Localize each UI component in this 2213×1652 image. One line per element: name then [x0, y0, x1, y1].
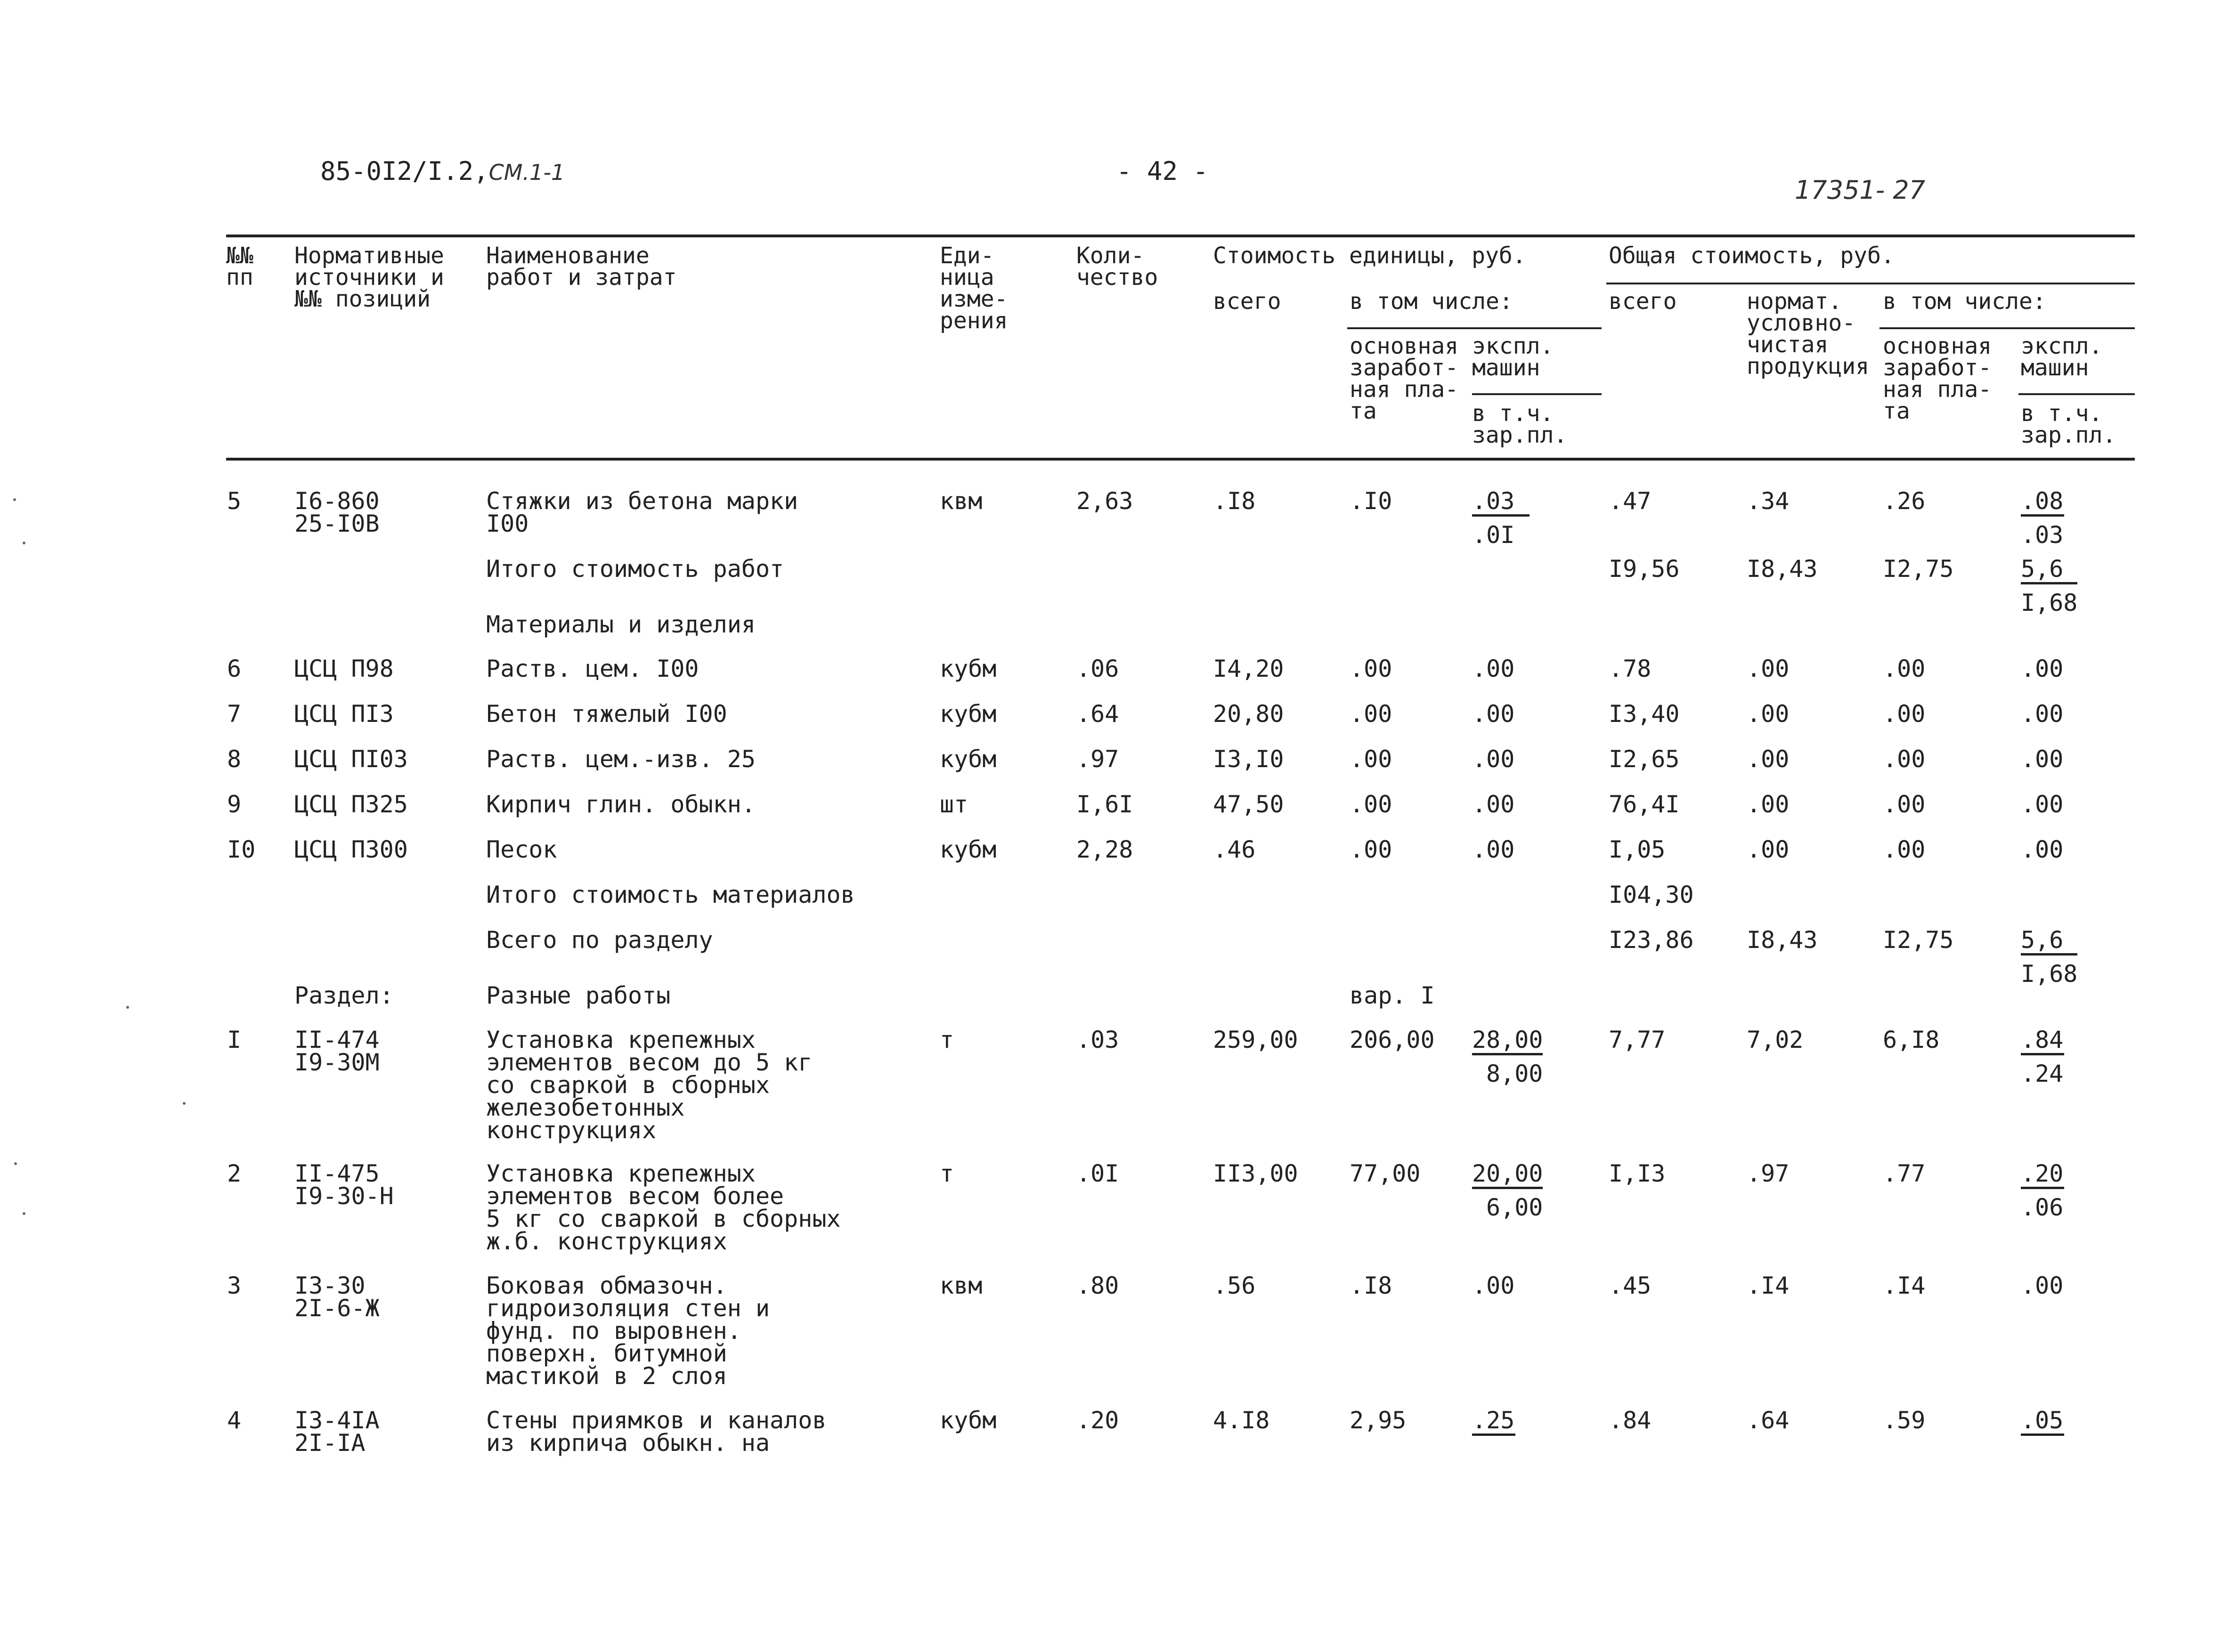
- col-name: Наименование работ и затрат: [486, 243, 677, 291]
- cell-unit: кубм: [940, 1407, 997, 1434]
- cell-unit-mach: .00: [1472, 791, 1515, 818]
- cell-tot-total: .84: [1609, 1407, 1652, 1434]
- cell-num: 2: [227, 1160, 242, 1187]
- cell-unit-mach: .03: [1472, 490, 1530, 517]
- cell-unit-mach: .00: [1472, 1272, 1515, 1299]
- col-total-cost: Общая стоимость, руб.: [1609, 243, 1895, 269]
- cell-qty: I,6I: [1076, 791, 1133, 818]
- cell-unit-mach: .00: [1472, 836, 1515, 863]
- header-rule: [2018, 393, 2135, 395]
- cell-tot-wage: .00: [1883, 655, 1926, 682]
- header-top-rule: [226, 235, 2135, 237]
- cell-tot-wage: .77: [1883, 1160, 1926, 1187]
- col-tot-norm: нормат. условно- чистая продукция: [1747, 288, 1870, 380]
- header-rule: [1606, 283, 2135, 284]
- cell-tot-mach: 5,6: [2021, 558, 2077, 584]
- cell-tot-mach: .00: [2021, 745, 2064, 773]
- scan-dot: [23, 1212, 25, 1215]
- cell-name: Стяжки из бетона марки I00: [486, 487, 798, 537]
- col-unit-total: всего: [1213, 288, 1281, 315]
- header-bottom-rule: [226, 458, 2135, 461]
- header-rule: [1879, 327, 2135, 329]
- cell-tot-mach-wage: .06: [2021, 1194, 2064, 1221]
- cell-unit-total: 4.I8: [1213, 1407, 1270, 1434]
- cell-unit-wage: .00: [1350, 655, 1392, 682]
- cell-name: Раств. цем.-изв. 25: [486, 745, 756, 773]
- cell-unit: кубм: [940, 745, 997, 773]
- cell-tot-norm: .00: [1747, 745, 1790, 773]
- cell-tot-total: .47: [1609, 487, 1652, 515]
- cell-unit-total: I3,I0: [1213, 745, 1284, 773]
- cell-tot-mach: .00: [2021, 1272, 2064, 1299]
- cell-tot-norm: .64: [1747, 1407, 1790, 1434]
- cell-unit: т: [940, 1026, 954, 1053]
- cell-unit-mach: .00: [1472, 655, 1515, 682]
- cell-tot-total: I,05: [1609, 836, 1666, 863]
- cell-num: 5: [227, 487, 242, 515]
- cell-unit: шт: [940, 791, 968, 818]
- cell-tot-mach-wage: I,68: [2021, 960, 2078, 988]
- cell-unit-wage: 206,00: [1350, 1026, 1435, 1053]
- scan-dot: [126, 1006, 129, 1009]
- cell-unit-wage: .I8: [1350, 1272, 1392, 1299]
- cell-qty: .80: [1076, 1272, 1119, 1299]
- cell-tot-mach: .00: [2021, 791, 2064, 818]
- cell-unit-mach-wage: .0I: [1472, 521, 1515, 549]
- cell-name: Итого стоимость материалов: [486, 881, 855, 908]
- cell-source: ЦСЦ П300: [294, 836, 408, 863]
- cell-num: 6: [227, 655, 242, 682]
- cell-tot-wage: .I4: [1883, 1272, 1926, 1299]
- cell-tot-mach: .20: [2021, 1162, 2064, 1189]
- cell-unit: т: [940, 1160, 954, 1187]
- cell-source: II-475 I9-30-Н: [294, 1160, 394, 1210]
- cell-unit-mach: .00: [1472, 745, 1515, 773]
- cell-tot-wage: .00: [1883, 700, 1926, 728]
- cell-tot-mach-wage: .03: [2021, 521, 2064, 549]
- cell-unit-total: II3,00: [1213, 1160, 1298, 1187]
- cell-unit: квм: [940, 487, 983, 515]
- col-source: Нормативные источники и №№ позиций: [294, 243, 444, 312]
- cell-qty: 2,63: [1076, 487, 1133, 515]
- cell-unit-wage: .00: [1350, 745, 1392, 773]
- cell-tot-norm: .00: [1747, 700, 1790, 728]
- col-qty: Коли- чество: [1076, 243, 1158, 291]
- cell-unit: квм: [940, 1272, 983, 1299]
- cell-num: 8: [227, 745, 242, 773]
- cell-tot-norm: .00: [1747, 791, 1790, 818]
- cell-tot-norm: .00: [1747, 655, 1790, 682]
- registration-stamp: 17351- 27: [1795, 175, 1926, 205]
- col-tot-mach-wage: в т.ч. зар.пл.: [2021, 400, 2116, 448]
- cell-tot-total: I23,86: [1609, 926, 1694, 954]
- cell-unit-total: .56: [1213, 1272, 1256, 1299]
- cell-tot-mach-wage: I,68: [2021, 589, 2078, 616]
- cell-name: Установка крепежных элементов весом до 5 кг со сваркой в сборных железобетонных конструкциях: [486, 1026, 813, 1144]
- cell-num: I0: [227, 836, 256, 863]
- cell-tot-total: I04,30: [1609, 881, 1694, 908]
- cell-unit-wage: 77,00: [1350, 1160, 1421, 1187]
- cell-qty: .0I: [1076, 1160, 1119, 1187]
- cell-name: Песок: [486, 836, 557, 863]
- cell-tot-wage: I2,75: [1883, 555, 1954, 583]
- cell-unit-wage: .00: [1350, 791, 1392, 818]
- scan-dot: [14, 1162, 17, 1165]
- cell-name: Установка крепежных элементов весом более 5 кг со сваркой в сборных ж.б. конструкциях: [486, 1160, 841, 1255]
- cell-unit-wage: .I0: [1350, 487, 1392, 515]
- cell-unit-mach: .25: [1472, 1409, 1515, 1436]
- cell-name: Раств. цем. I00: [486, 655, 699, 682]
- cell-tot-norm: I8,43: [1747, 926, 1818, 954]
- cell-source: ЦСЦ П98: [294, 655, 394, 682]
- col-unit-wage: основная заработ- ная пла- та: [1350, 333, 1459, 424]
- section-variant: вар. I: [1350, 982, 1435, 1009]
- cell-source: I6-860 25-I0В: [294, 487, 380, 537]
- cell-num: 3: [227, 1272, 242, 1299]
- cell-tot-norm: .34: [1747, 487, 1790, 515]
- cell-qty: .97: [1076, 745, 1119, 773]
- cell-tot-wage: .59: [1883, 1407, 1926, 1434]
- cell-tot-wage: .00: [1883, 836, 1926, 863]
- cell-num: I: [227, 1026, 242, 1053]
- cell-qty: .06: [1076, 655, 1119, 682]
- cell-unit-total: .I8: [1213, 487, 1256, 515]
- cell-tot-total: I,I3: [1609, 1160, 1666, 1187]
- cell-source: ЦСЦ ПI03: [294, 745, 408, 773]
- col-tot-wage: основная заработ- ная пла- та: [1883, 333, 1992, 424]
- cell-unit-wage: .00: [1350, 700, 1392, 728]
- document-code-handwritten: СМ.1-1: [488, 160, 565, 185]
- cell-num: 4: [227, 1407, 242, 1434]
- cell-unit: кубм: [940, 836, 997, 863]
- cell-num: 7: [227, 700, 242, 728]
- col-tot-total: всего: [1609, 288, 1677, 315]
- cell-tot-mach: 5,6: [2021, 929, 2077, 956]
- cell-unit-mach: 28,00: [1472, 1028, 1543, 1055]
- cell-unit-mach: .00: [1472, 700, 1515, 728]
- cell-name: Боковая обмазочн. гидроизоляция стен и фунд. по выровнен. поверхн. битумной мастикой в 2 слоя: [486, 1272, 770, 1390]
- cell-tot-total: I2,65: [1609, 745, 1680, 773]
- cell-tot-wage: .00: [1883, 745, 1926, 773]
- cell-qty: .64: [1076, 700, 1119, 728]
- cell-unit-total: 259,00: [1213, 1026, 1298, 1053]
- cell-tot-mach: .00: [2021, 655, 2064, 682]
- cell-unit-total: .46: [1213, 836, 1256, 863]
- cell-qty: .03: [1076, 1026, 1119, 1053]
- col-unit-incl: в том числе:: [1350, 288, 1513, 315]
- col-tot-mach: экспл. машин: [2021, 333, 2103, 381]
- cell-tot-mach-wage: .24: [2021, 1060, 2064, 1087]
- section-label: Раздел:: [294, 982, 394, 1009]
- cell-tot-total: 76,4I: [1609, 791, 1680, 818]
- cell-qty: 2,28: [1076, 836, 1133, 863]
- cell-qty: .20: [1076, 1407, 1119, 1434]
- cell-unit-total: 20,80: [1213, 700, 1284, 728]
- cell-tot-wage: .00: [1883, 791, 1926, 818]
- cell-tot-mach: .84: [2021, 1028, 2064, 1055]
- col-unit-cost: Стоимость единицы, руб.: [1213, 243, 1526, 269]
- cell-unit-total: 47,50: [1213, 791, 1284, 818]
- cell-unit-mach-wage: 6,00: [1486, 1194, 1543, 1221]
- cell-tot-wage: I2,75: [1883, 926, 1954, 954]
- header-rule: [1472, 393, 1602, 395]
- cell-tot-mach: .00: [2021, 700, 2064, 728]
- cell-tot-norm: I8,43: [1747, 555, 1818, 583]
- cell-name: Итого стоимость работ: [486, 555, 784, 583]
- cell-tot-mach: .05: [2021, 1409, 2064, 1436]
- cell-tot-norm: .I4: [1747, 1272, 1790, 1299]
- cell-num: 9: [227, 791, 242, 818]
- cell-tot-mach: .08: [2021, 490, 2064, 517]
- cell-unit-mach: 20,00: [1472, 1162, 1543, 1189]
- scan-dot: [23, 542, 25, 544]
- cell-tot-mach: .00: [2021, 836, 2064, 863]
- cell-tot-norm: 7,02: [1747, 1026, 1804, 1053]
- cell-name: Всего по разделу: [486, 926, 713, 954]
- cell-tot-total: .78: [1609, 655, 1652, 682]
- cell-tot-wage: 6,I8: [1883, 1026, 1940, 1053]
- cell-source: II-474 I9-30М: [294, 1026, 380, 1076]
- cell-tot-total: I9,56: [1609, 555, 1680, 583]
- cell-tot-total: 7,77: [1609, 1026, 1666, 1053]
- cell-unit-mach-wage: 8,00: [1486, 1060, 1543, 1087]
- col-tot-incl: в том числе:: [1883, 288, 2046, 315]
- col-unit-mach: экспл. машин: [1472, 333, 1554, 381]
- scan-dot: [183, 1102, 186, 1105]
- cell-tot-total: .45: [1609, 1272, 1652, 1299]
- col-unit: Еди- ница изме- рения: [940, 243, 1008, 334]
- cell-unit-wage: .00: [1350, 836, 1392, 863]
- cell-source: ЦСЦ ПI3: [294, 700, 394, 728]
- cell-unit-total: I4,20: [1213, 655, 1284, 682]
- cell-tot-wage: .26: [1883, 487, 1926, 515]
- col-unit-mach-wage: в т.ч. зар.пл.: [1472, 400, 1568, 448]
- cell-name: Бетон тяжелый I00: [486, 700, 727, 728]
- document-code: 85-0I2/I.2,СМ.1-1: [320, 156, 565, 186]
- cell-tot-norm: .00: [1747, 836, 1790, 863]
- cell-name: Стены приямков и каналов из кирпича обыкн. на: [486, 1407, 827, 1457]
- section-name: Разные работы: [486, 982, 671, 1009]
- cell-name: Кирпич глин. обыкн.: [486, 791, 756, 818]
- cell-unit: кубм: [940, 700, 997, 728]
- col-num: №№ пп: [226, 243, 253, 291]
- page-number: - 42 -: [1116, 156, 1209, 186]
- materials-heading: Материалы и изделия: [486, 611, 756, 638]
- cell-unit: кубм: [940, 655, 997, 682]
- cell-tot-norm: .97: [1747, 1160, 1790, 1187]
- cell-source: I3-4IА 2I-IА: [294, 1407, 380, 1457]
- cell-unit-wage: 2,95: [1350, 1407, 1407, 1434]
- cell-tot-total: I3,40: [1609, 700, 1680, 728]
- header-rule: [1347, 327, 1602, 329]
- cell-source: I3-30 2I-6-Ж: [294, 1272, 380, 1322]
- cell-source: ЦСЦ П325: [294, 791, 408, 818]
- scan-dot: [13, 498, 16, 501]
